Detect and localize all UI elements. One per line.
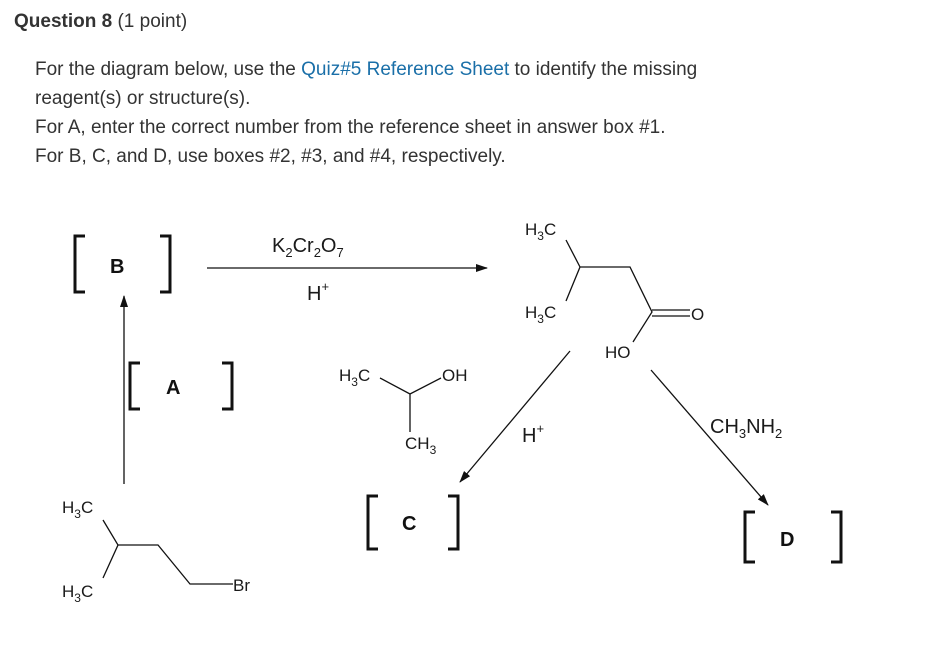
arrow-to-c (460, 351, 570, 482)
box-d-label: D (780, 529, 795, 551)
answer-box-a (130, 363, 232, 409)
alcohol-oh: OH (442, 366, 468, 385)
box-a-label: A (166, 377, 181, 399)
alcohol-structure (339, 366, 468, 457)
instruction-line-3: For A, enter the correct number from the reference sheet in answer box #1. (35, 117, 666, 138)
alcohol-h3c: $H_3C$ (339, 366, 371, 389)
reagent-dichromate: $K_2Cr_2O_7$ (272, 235, 344, 260)
box-c-label: C (402, 513, 417, 535)
acid-carbonyl-o: O (691, 305, 705, 324)
box-b-label: B (110, 256, 125, 278)
instruction-text-1b: to identify the missing (509, 59, 698, 80)
reagent-acid-top: H+ (307, 279, 330, 305)
alcohol-ch3: $CH_3$ (405, 434, 437, 457)
acid-ho: HO (605, 343, 631, 362)
answer-box-d (745, 512, 841, 562)
reagent-acid-mid: H+ (522, 421, 545, 447)
starting-material-structure (62, 498, 250, 605)
sm-h3c-bottom: $H_3C$ (62, 582, 94, 605)
question-number: Question 8 (14, 11, 113, 32)
acid-h3c-bottom: $H_3C$ (525, 303, 557, 326)
sm-br: Br (233, 576, 250, 595)
reagent-methylamine: $CH_3NH_2$ (710, 416, 783, 441)
answer-box-c (368, 496, 458, 549)
instruction-text-1a: For the diagram below, use the (35, 59, 302, 80)
question-points: (1 point) (117, 11, 188, 32)
answer-box-b (75, 236, 170, 292)
product-acid-structure (525, 220, 704, 362)
sm-h3c-top: $H_3C$ (62, 498, 94, 521)
instruction-line-4: For B, C, and D, use boxes #2, #3, and #4, respectively. (35, 146, 506, 167)
reference-sheet-link[interactable]: Quiz#5 Reference Sheet (301, 59, 510, 80)
instruction-line-2: reagent(s) or structure(s). (35, 88, 251, 109)
acid-h3c-top: $H_3C$ (525, 220, 557, 243)
